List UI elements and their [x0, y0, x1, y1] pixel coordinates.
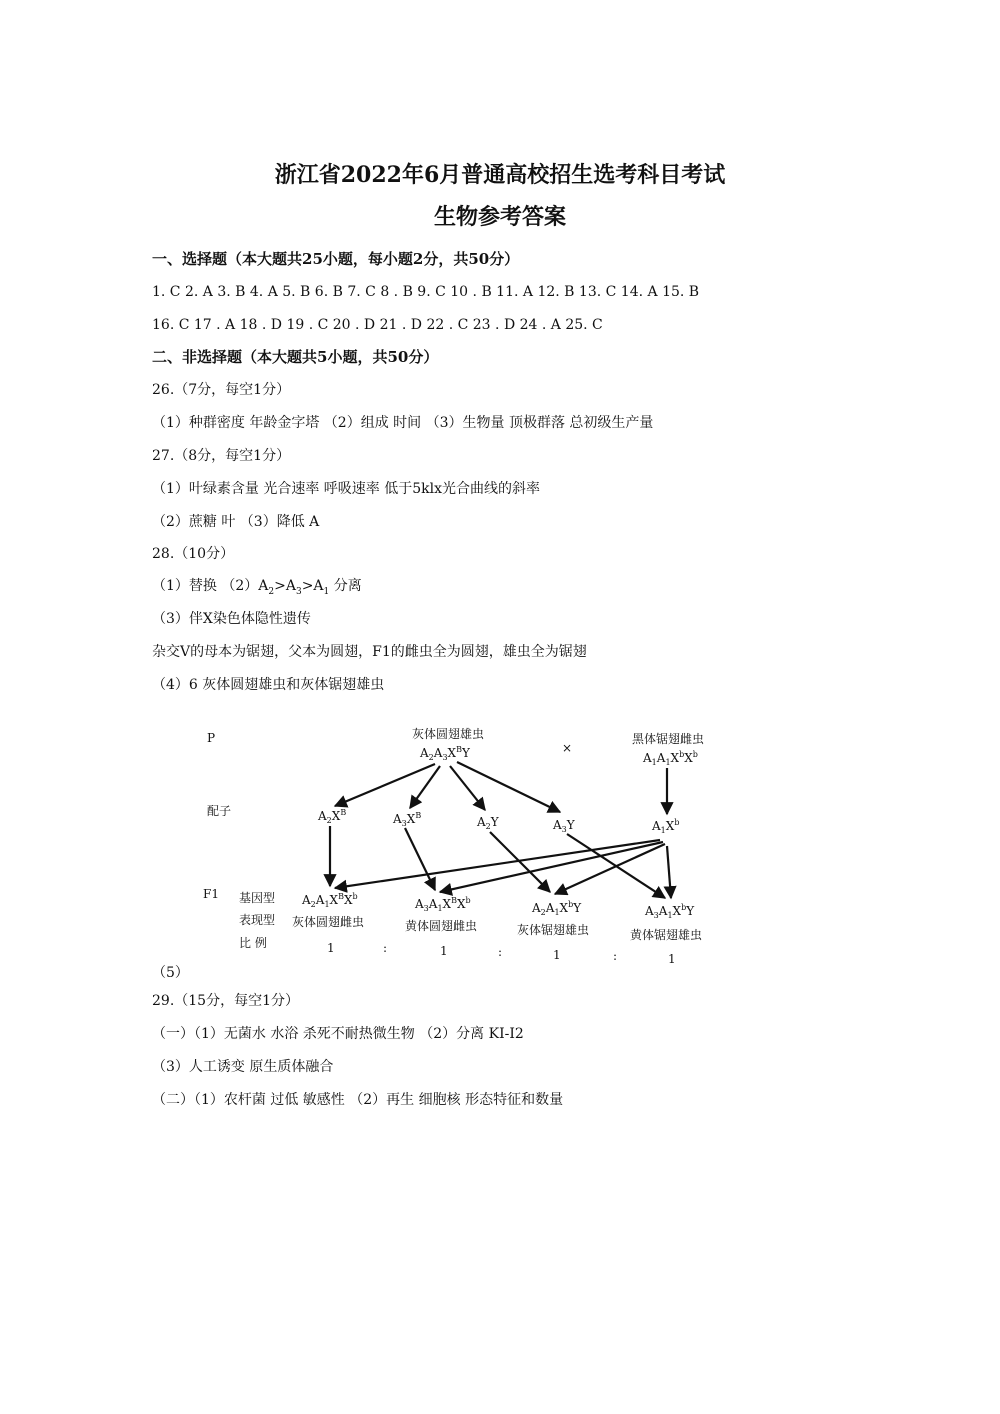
q28-answer-2: （3）伴X染色体隐性遗传 [152, 611, 311, 627]
row-label-phenotype: 表现型 [239, 913, 276, 927]
page-subtitle: 生物参考答案 [433, 204, 566, 230]
offspring-phenotype-1: 灰体圆翅雌虫 [292, 915, 365, 929]
offspring-phenotype-2: 黄体圆翅雌虫 [405, 919, 478, 933]
q29-answer-2: （3）人工诱变 原生质体融合 [152, 1059, 334, 1075]
offspring-phenotype-4: 黄体锯翅雄虫 [630, 928, 703, 942]
offspring-genotype-1: $A_2A_1X^BX^b$ [302, 892, 358, 909]
cross-symbol: × [562, 741, 573, 755]
offspring-phenotype-3: 灰体锯翅雄虫 [517, 923, 590, 937]
ratio-value-1: 1 [327, 941, 335, 955]
q29-answer-1: （一）（1）无菌水 水浴 杀死不耐热微生物 （2）分离 KI-I2 [152, 1026, 524, 1042]
page-title: 浙江省2022年6月普通高校招生选考科目考试 [274, 162, 726, 188]
gamete-a2xb: $A_2X^B$ [318, 808, 347, 825]
offspring-genotype-4: $A_3A_1X^bY$ [645, 903, 695, 920]
q28-answer-5: （5） [152, 965, 189, 981]
q29-answer-3: （二）（1）农杆菌 过低 敏感性 （2）再生 细胞核 形态特征和数量 [152, 1092, 564, 1108]
q28-answer-3: 杂交V的母本为锯翅，父本为圆翅，F1的雌虫全为圆翅，雄虫全为锯翅 [152, 644, 587, 660]
male-parent-name: 灰体圆翅雄虫 [412, 727, 485, 741]
female-parent-genotype: $A_1A_1X^bX^b$ [643, 750, 698, 767]
choice-answers-row-1: 1. C 2. A 3. B 4. A 5. B 6. B 7. C 8 . B 9. C 10 . B 11. A 12. B 13. C 14. A 15. B [152, 284, 700, 300]
genetic-cross-diagram [195, 700, 720, 965]
offspring-genotype-3: $A_2A_1X^bY$ [532, 900, 582, 917]
row-label-ratio: 比 例 [239, 936, 267, 950]
offspring-genotype-2: $A_3A_1X^BX^b$ [415, 896, 471, 913]
gamete-a3xb: $A_3X^B$ [393, 811, 422, 828]
arrow-a1xb-to-offspring-4 [667, 846, 671, 898]
arrow-male-to-a2xb [335, 764, 435, 806]
q28-answer-4: （4）6 灰体圆翅雄虫和灰体锯翅雄虫 [152, 677, 385, 693]
row-label-f1: F1 [203, 887, 219, 901]
gamete-a2y: $A_2Y$ [477, 815, 499, 831]
q28-answer-1: （1）替换 $(2)A_2>A_3>A_1$ 分离 [152, 578, 362, 597]
choice-answers-row-2: 16. C 17 . A 18 . D 19 . C 20 . D 21 . D 22 . C 23 . D 24 . A 25. C [152, 317, 603, 333]
ratio-value-4: 1 [668, 952, 676, 965]
q28-answer-1-suffix: 分离 [333, 578, 362, 594]
ratio-separator-3: : [613, 949, 618, 963]
arrow-male-to-a3y [457, 762, 560, 812]
row-label-p: P [207, 731, 216, 745]
ratio-value-3: 1 [553, 948, 561, 962]
ratio-separator-2: : [498, 945, 503, 959]
q28-answer-1-prefix: （1）替换 （2） [152, 578, 259, 594]
q29-title: 29.（15分，每空1分） [152, 993, 299, 1009]
row-label-gamete: 配子 [207, 804, 232, 818]
ratio-value-2: 1 [440, 944, 448, 958]
section-heading-choice: 一、选择题（本大题共25小题，每小题2分，共50分） [152, 250, 520, 268]
q28-title: 28.（10分） [152, 546, 235, 562]
q27-title: 27.（8分，每空1分） [152, 448, 291, 464]
q26-title: 26.（7分，每空1分） [152, 382, 291, 398]
gamete-a3y: $A_3Y$ [553, 818, 575, 834]
male-parent-genotype: $A_2A_3X^BY$ [420, 745, 470, 762]
arrow-a2y-to-offspring-3 [490, 832, 550, 892]
row-label-genotype: 基因型 [239, 891, 276, 905]
q26-answer: （1）种群密度 年龄金字塔 （2）组成 时间 （3）生物量 顶极群落 总初级生产量 [152, 415, 654, 431]
q27-answer-2: （2）蔗糖 叶 （3）降低 A [152, 514, 320, 530]
female-parent-name: 黑体锯翅雌虫 [632, 732, 705, 746]
ratio-separator-1: : [383, 941, 388, 955]
arrow-a3xb-to-offspring-2 [405, 828, 435, 890]
q27-answer-1: （1）叶绿素含量 光合速率 呼吸速率 低于5klx光合曲线的斜率 [152, 481, 541, 497]
section-heading-nonchoice: 二、非选择题（本大题共5小题，共50分） [152, 348, 439, 366]
gamete-a1xb: $A_1X^b$ [652, 818, 680, 835]
